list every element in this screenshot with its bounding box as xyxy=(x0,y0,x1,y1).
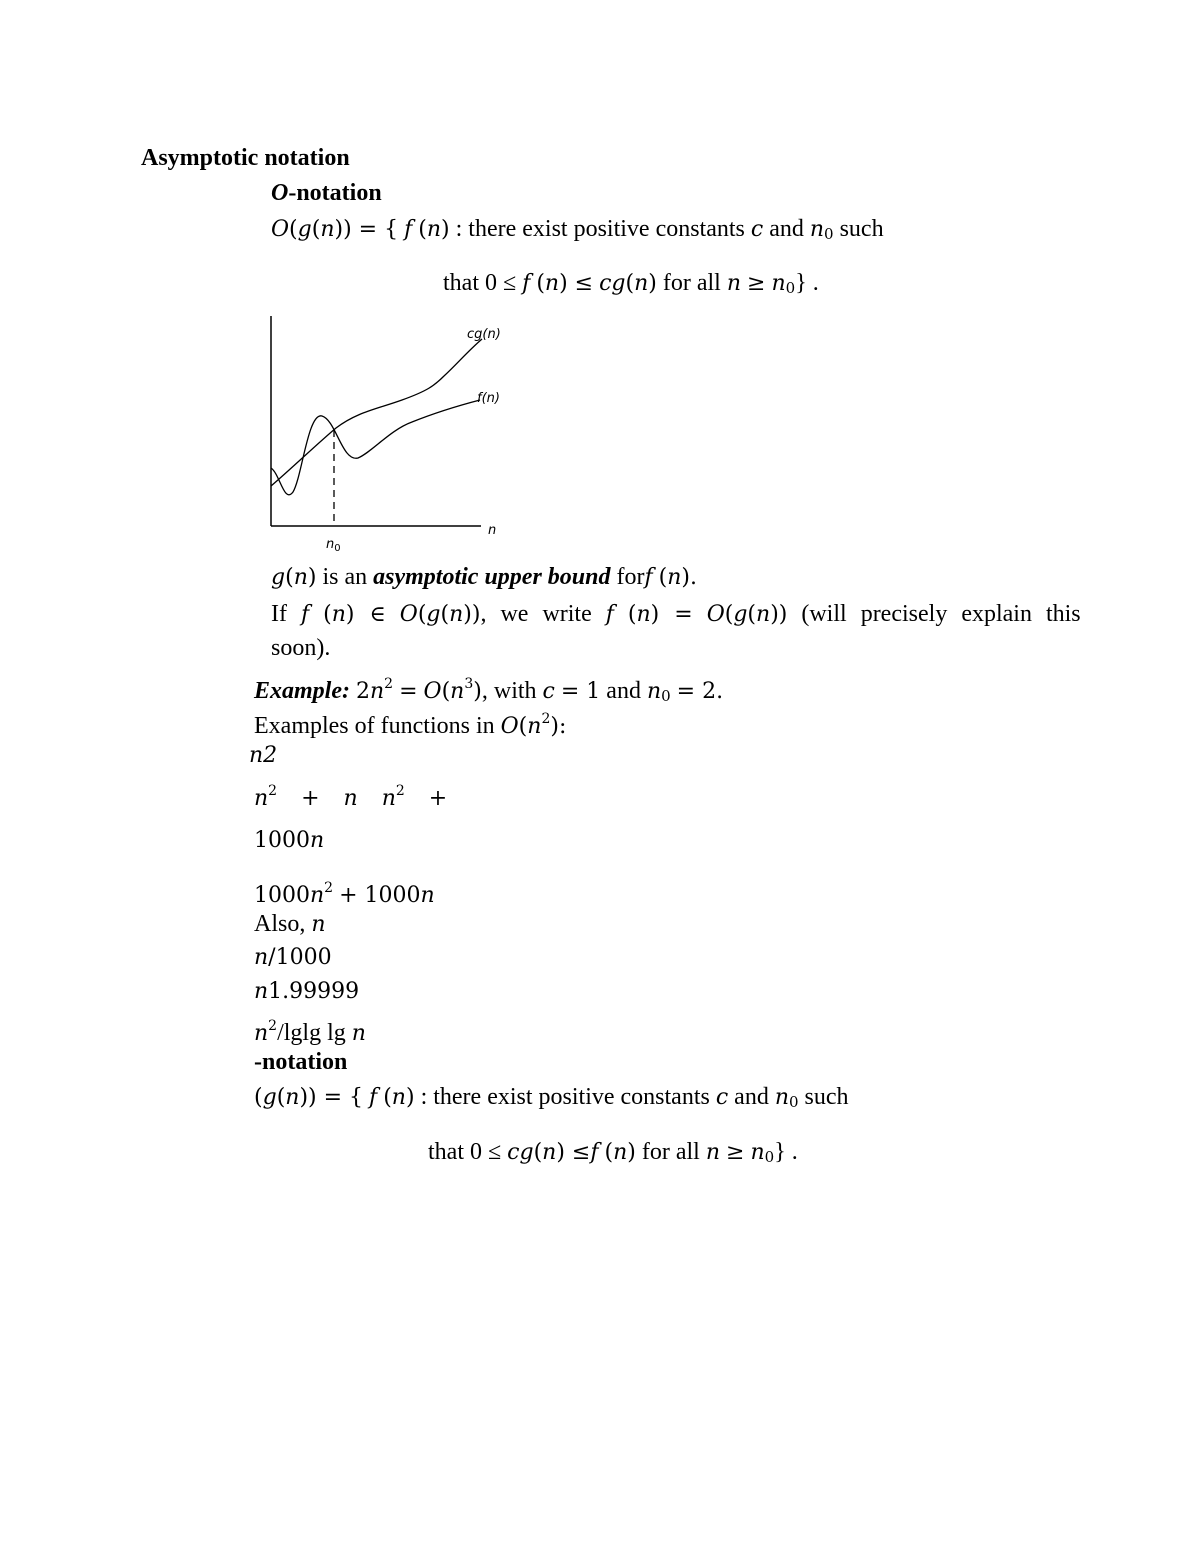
o-def-that: that 0 ≤ xyxy=(443,270,517,296)
example-item-div: n/1000 xyxy=(254,945,332,970)
example-label: Example: xyxy=(254,678,350,704)
omega-def-such: such xyxy=(804,1084,849,1110)
ex-pow: 1.99999 xyxy=(268,979,360,1004)
soon-line: soon). xyxy=(271,635,331,661)
o-notation-heading xyxy=(271,178,382,208)
o-notation-label: -notation xyxy=(288,180,382,206)
ex-1000b: 1000 xyxy=(254,883,310,908)
examples-heading-text: Examples of functions in xyxy=(254,713,495,739)
o-def-forall: for all xyxy=(662,270,721,296)
upper-bound-line: g(n) is an asymptotic upper bound forf (n). xyxy=(271,564,697,590)
example-item-pow: n1.99999 xyxy=(254,979,360,1004)
we-write-text: , we write xyxy=(480,601,592,627)
if-line: If f (n) ∈ O(g(n)), we write f (n) = O(g(n)) (will precisely explain this xyxy=(271,601,1081,627)
example-and: and xyxy=(606,678,641,704)
example-item-1000n2: $1000n^2 + 1000n$ xyxy=(254,880,435,908)
is-an-text: is an xyxy=(322,564,368,590)
ex-n2a: n xyxy=(254,786,269,811)
example-item-also: Also, n xyxy=(254,911,326,937)
label-cg: cg(n) xyxy=(467,327,501,342)
example-n2: n2 xyxy=(249,743,278,768)
cg-curve xyxy=(271,339,482,486)
label-n0: $n_0$ xyxy=(326,537,341,554)
o-def-text: : there exist positive constants xyxy=(455,216,745,242)
omega-def-that: that 0 ≤ xyxy=(428,1139,502,1165)
o-definition-line2: that 0 ≤ f (n) ≤ cg(n) for all $n \ge n_0$} . xyxy=(443,270,819,297)
omega-notation-heading: -notation xyxy=(254,1049,348,1075)
omega-definition-line2: that 0 ≤ cg(n) ≤f (n) for all $n \ge n_0$} . xyxy=(428,1139,798,1166)
for-text: for xyxy=(616,564,645,590)
page-title: Asymptotic notation xyxy=(141,145,350,171)
label-n: n xyxy=(488,523,497,538)
example-item-sum: $n^2 + n$ $n^2$ + xyxy=(254,783,448,811)
omega-def-close: } . xyxy=(774,1139,798,1165)
example-item-1000n: 1000n xyxy=(254,828,325,853)
example-item-n2 xyxy=(249,740,277,771)
f-curve xyxy=(271,400,480,495)
if-text: If xyxy=(271,601,287,627)
o-def-close: } . xyxy=(795,270,819,296)
ex-plus1: + xyxy=(301,786,320,811)
label-f: f(n) xyxy=(477,391,500,406)
example-item-lglg: $n^2$/lglg lg n xyxy=(254,1018,366,1046)
ex-plus2: + xyxy=(428,786,448,811)
omega-definition-line1: (g(n)) = { f (n) : there exist positive constants c and $n_0$ such xyxy=(254,1084,849,1111)
omega-def-text: : there exist positive constants xyxy=(420,1084,710,1110)
o-def-such: such xyxy=(839,216,884,242)
explain-text: (will precisely explain this xyxy=(801,601,1081,627)
o-notation-graph xyxy=(262,312,522,562)
ex-n: n xyxy=(343,786,358,811)
ex-n2b: n xyxy=(381,786,396,811)
ex-plus1000: + 1000 xyxy=(339,883,421,908)
ex-div1000: /1000 xyxy=(268,945,332,970)
ex-1000: 1000 xyxy=(254,828,310,853)
example-with: , with xyxy=(481,678,537,704)
o-definition-line1: O(g(n)) = { f (n) : there exist positive constants c and $n_0$ such xyxy=(271,216,884,243)
o-symbol: O xyxy=(271,180,289,206)
upper-bound-emph: asymptotic upper bound xyxy=(373,564,611,590)
also-text: Also, xyxy=(254,911,306,937)
o-def-and: and xyxy=(769,216,804,242)
ex-lglg: /lglg lg xyxy=(277,1020,346,1046)
omega-def-forall: for all xyxy=(641,1139,700,1165)
omega-def-and: and xyxy=(734,1084,769,1110)
example-line: Example: $2n^2 = O(n^3)$, with c = 1 and $n_0 = 2$. xyxy=(254,676,724,705)
examples-heading: Examples of functions in $O(n^2)$: xyxy=(254,711,567,739)
